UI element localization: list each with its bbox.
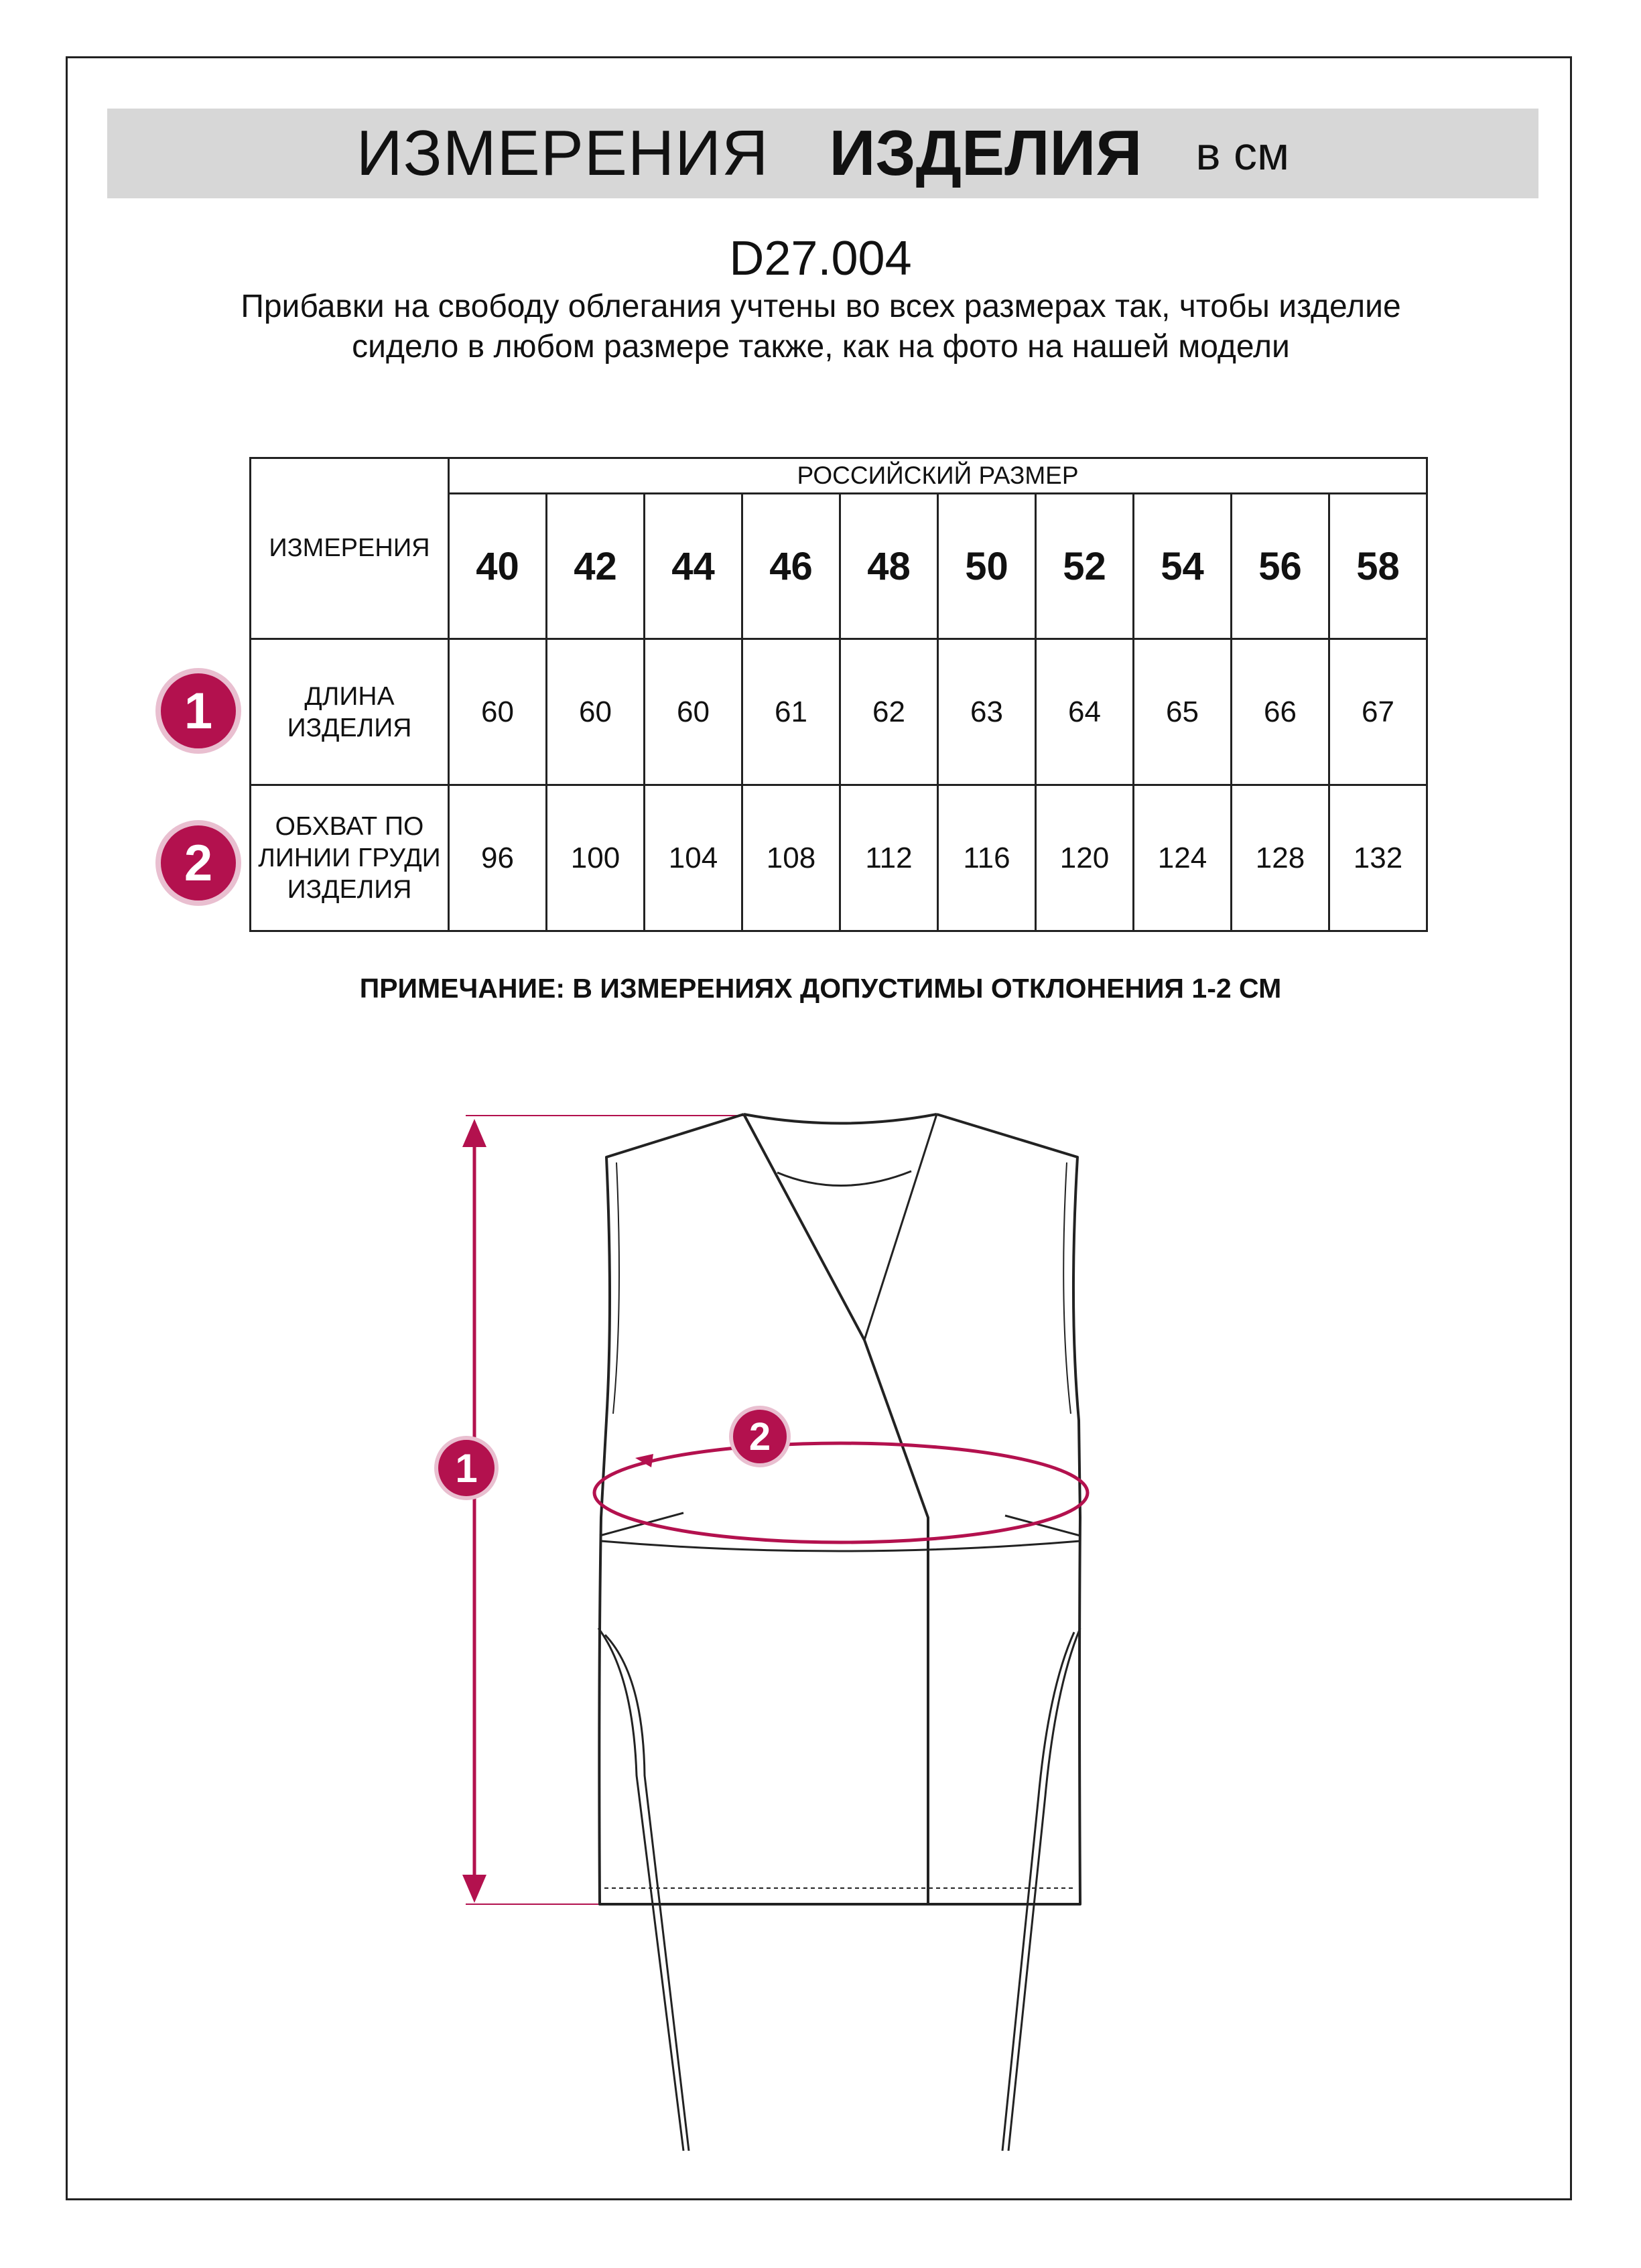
table-cell: 67 <box>1329 639 1427 785</box>
size-header: 50 <box>938 494 1036 639</box>
left-dart <box>600 1513 683 1536</box>
table-cell: 66 <box>1232 639 1329 785</box>
row-label-chest: ОБХВАТ ПО ЛИНИИ ГРУДИ ИЗДЕЛИЯ <box>251 785 449 931</box>
left-tie <box>598 1628 683 2151</box>
table-cell: 128 <box>1232 785 1329 931</box>
row-marker-2-badge: 2 <box>155 820 241 906</box>
length-arrowhead-top <box>462 1119 486 1147</box>
right-armhole-stitch <box>1063 1162 1071 1414</box>
table-cell: 60 <box>449 639 547 785</box>
table-cell: 96 <box>449 785 547 931</box>
chest-marker-badge: 2 <box>729 1406 791 1467</box>
right-dart <box>1005 1516 1080 1536</box>
right-tie <box>1008 1628 1080 2151</box>
title-measurements: ИЗМЕРЕНИЯ <box>356 117 769 189</box>
table-cell: 116 <box>938 785 1036 931</box>
length-marker-badge: 1 <box>434 1436 499 1500</box>
size-header: 42 <box>547 494 645 639</box>
size-header: 54 <box>1134 494 1232 639</box>
product-code: D27.004 <box>729 232 912 285</box>
vest-front-edge <box>744 1114 928 1904</box>
table-cell: 63 <box>938 639 1036 785</box>
row-label-length: ДЛИНА ИЗДЕЛИЯ <box>251 639 449 785</box>
table-cell: 104 <box>645 785 742 931</box>
table-cell: 64 <box>1036 639 1134 785</box>
size-header: 44 <box>645 494 742 639</box>
vest-under-flap <box>864 1114 937 1340</box>
table-cell: 112 <box>840 785 938 931</box>
title-unit: в см <box>1195 127 1290 180</box>
left-tie-edge <box>605 1635 689 2151</box>
vest-outline <box>598 1114 1080 2151</box>
table-corner-label: ИЗМЕРЕНИЯ <box>251 458 449 639</box>
vest-back-neck <box>744 1114 937 1124</box>
size-header: 56 <box>1232 494 1329 639</box>
title-product: ИЗДЕЛИЯ <box>829 117 1142 189</box>
size-header: 46 <box>742 494 840 639</box>
table-cell: 60 <box>645 639 742 785</box>
size-header: 48 <box>840 494 938 639</box>
table-cell: 62 <box>840 639 938 785</box>
chest-measure-ellipse <box>594 1443 1088 1542</box>
table-cell: 100 <box>547 785 645 931</box>
tolerance-note: ПРИМЕЧАНИЕ: В ИЗМЕРЕНИЯХ ДОПУСТИМЫ ОТКЛОНЕНИЯ 1-2 СМ <box>359 973 1282 1004</box>
length-arrowhead-bottom <box>462 1875 486 1903</box>
table-cell: 65 <box>1134 639 1232 785</box>
table-cell: 132 <box>1329 785 1427 931</box>
vest-right-side <box>928 1114 1080 1904</box>
vest-inner-neck <box>777 1171 911 1186</box>
table-cell: 108 <box>742 785 840 931</box>
table-group-header: РОССИЙСКИЙ РАЗМЕР <box>449 458 1427 494</box>
table-cell: 124 <box>1134 785 1232 931</box>
table-cell: 120 <box>1036 785 1134 931</box>
size-header: 40 <box>449 494 547 639</box>
fit-description: Прибавки на свободу облегания учтены во всех размерах так, чтобы изделие сидело в любом размере также, как на фото на нашей модели <box>241 289 1401 364</box>
right-tie-edge <box>1002 1632 1074 2151</box>
table-cell: 61 <box>742 639 840 785</box>
size-header: 58 <box>1329 494 1427 639</box>
table-cell: 60 <box>547 639 645 785</box>
row-marker-1-badge: 1 <box>155 668 241 754</box>
left-armhole-stitch <box>613 1162 619 1414</box>
size-header: 52 <box>1036 494 1134 639</box>
vest-left-side <box>599 1114 928 1904</box>
